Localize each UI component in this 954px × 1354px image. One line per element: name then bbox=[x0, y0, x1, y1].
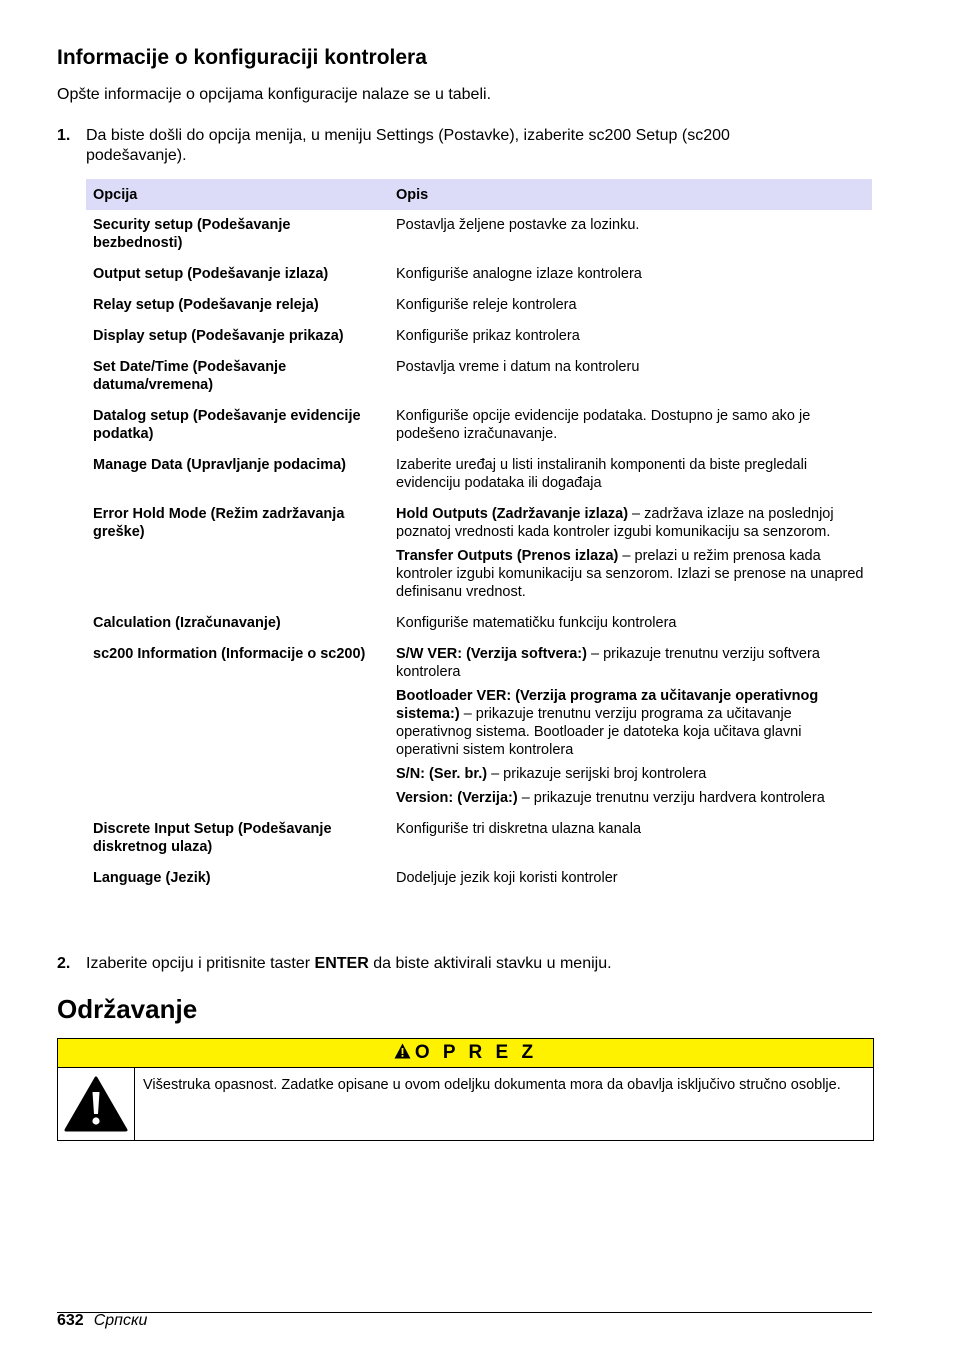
table-row bbox=[86, 814, 872, 863]
option-description bbox=[389, 450, 872, 499]
step-text bbox=[86, 954, 806, 974]
option-name: Output setup (Podešavanje izlaza) bbox=[93, 266, 329, 282]
caution-box bbox=[57, 1038, 874, 1141]
description-paragraph bbox=[396, 645, 865, 681]
intro-text: Opšte informacije o opcijama konfiguracije nalaze se u tabeli. bbox=[57, 86, 492, 103]
description-paragraph bbox=[396, 789, 865, 807]
option-description bbox=[389, 863, 872, 894]
description-text: – prikazuje trenutnu verziju hardvera kontrolera bbox=[517, 790, 825, 806]
table-row bbox=[86, 290, 872, 321]
option-name: sc200 Information (Informacije o sc200) bbox=[93, 646, 366, 662]
column-header-option: Opcija bbox=[86, 179, 389, 210]
table-row bbox=[86, 352, 872, 401]
description-term: S/N: (Ser. br.) bbox=[396, 766, 488, 782]
maintenance-title: Održavanje bbox=[57, 994, 198, 1024]
option-name: Manage Data (Upravljanje podacima) bbox=[93, 457, 347, 473]
table-row bbox=[86, 450, 872, 499]
description-text: – prikazuje serijski broj kontrolera bbox=[487, 766, 707, 782]
step-text-before: Izaberite opciju i pritisnite taster bbox=[86, 955, 315, 972]
description-text: – prikazuje trenutnu verziju softvera kontrolera bbox=[396, 646, 820, 680]
description-term: S/W VER: (Verzija softvera:) bbox=[396, 646, 587, 662]
option-name: Error Hold Mode (Režim zadržavanja greške) bbox=[93, 506, 345, 540]
option-description bbox=[389, 352, 872, 401]
description-paragraph bbox=[396, 765, 865, 783]
option-description bbox=[389, 210, 872, 259]
option-description bbox=[389, 608, 872, 639]
description-paragraph bbox=[396, 547, 865, 601]
column-header-description: Opis bbox=[389, 179, 872, 210]
option-description bbox=[389, 499, 872, 608]
table-row bbox=[86, 499, 872, 608]
table-row bbox=[86, 639, 872, 814]
footer-language: Српски bbox=[93, 1312, 148, 1329]
options-table bbox=[86, 179, 872, 894]
option-description bbox=[389, 321, 872, 352]
page-number: 632 bbox=[57, 1312, 84, 1329]
description-paragraph: Konfiguriše tri diskretna ulazna kanala bbox=[396, 821, 642, 837]
option-description bbox=[389, 814, 872, 863]
description-paragraph: Konfiguriše releje kontrolera bbox=[396, 297, 577, 313]
page-footer bbox=[57, 1312, 147, 1330]
table-row bbox=[86, 210, 872, 259]
option-name: Security setup (Podešavanje bezbednosti) bbox=[93, 217, 291, 251]
option-name: Datalog setup (Podešavanje evidencije podatka) bbox=[93, 408, 361, 442]
table-row bbox=[86, 321, 872, 352]
table-row bbox=[86, 401, 872, 450]
description-paragraph: Konfiguriše matematičku funkciju kontrolera bbox=[396, 615, 677, 631]
description-term: Transfer Outputs (Prenos izlaza) bbox=[396, 548, 619, 564]
description-paragraph: Dodeljuje jezik koji koristi kontroler bbox=[396, 870, 618, 886]
caution-icon-cell bbox=[58, 1068, 135, 1140]
caution-text: Višestruka opasnost. Zadatke opisane u ovom odeljku dokumenta mora da obavlja isključivo stručno osoblje. bbox=[143, 1077, 841, 1093]
description-term: Version: (Verzija:) bbox=[396, 790, 518, 806]
warning-icon bbox=[394, 1043, 411, 1059]
table-body bbox=[86, 210, 872, 894]
description-paragraph: Postavlja vreme i datum na kontroleru bbox=[396, 359, 640, 375]
description-paragraph bbox=[396, 687, 865, 759]
description-term: Bootloader VER: (Verzija programa za učitavanje operativnog sistema:) bbox=[396, 688, 819, 722]
step-text: Da biste došli do opcija menija, u meniju Settings (Postavke), izaberite sc200 Setup (sc200 podešavanje). bbox=[86, 127, 730, 164]
option-description bbox=[389, 401, 872, 450]
table-row bbox=[86, 259, 872, 290]
description-text: – prelazi u režim prenosa kada kontroler izgubi komunikaciju sa senzorom. Izlazi se prenose na unapred definisanu vrednost. bbox=[396, 548, 864, 600]
enter-key-label: ENTER bbox=[314, 955, 369, 972]
description-paragraph: Konfiguriše opcije evidencije podataka. Dostupno je samo ako je podešeno izračunavanje. bbox=[396, 408, 811, 442]
description-paragraph: Izaberite uređaj u listi instaliranih komponenti da biste pregledali evidenciju podataka ili događaja bbox=[396, 457, 808, 491]
footer-divider bbox=[57, 1312, 872, 1313]
option-name: Set Date/Time (Podešavanje datuma/vremena) bbox=[93, 359, 287, 393]
description-paragraph bbox=[396, 505, 865, 541]
step-number: 1. bbox=[57, 127, 71, 144]
option-name: Display setup (Podešavanje prikaza) bbox=[93, 328, 344, 344]
description-text: – zadržava izlaze na poslednjoj poznatoj vrednosti kada kontroler izgubi komunikaciju sa senzorom. bbox=[396, 506, 834, 540]
option-description bbox=[389, 290, 872, 321]
option-description bbox=[389, 259, 872, 290]
description-paragraph: Konfiguriše prikaz kontrolera bbox=[396, 328, 580, 344]
warning-triangle-icon bbox=[64, 1076, 128, 1132]
description-term: Hold Outputs (Zadržavanje izlaza) bbox=[396, 506, 629, 522]
description-paragraph: Postavlja željene postavke za lozinku. bbox=[396, 217, 640, 233]
description-text: – prikazuje trenutnu verziju programa za učitavanje operativnog sistema. Bootloader je datoteka koja učitava glavni operativni sistem kontrolera bbox=[396, 706, 802, 758]
description-paragraph: Konfiguriše analogne izlaze kontrolera bbox=[396, 266, 642, 282]
table-header-row bbox=[86, 179, 872, 210]
step-number: 2. bbox=[57, 955, 71, 972]
table-row bbox=[86, 863, 872, 894]
caution-header bbox=[58, 1039, 873, 1068]
caution-body bbox=[58, 1068, 873, 1140]
step-text-after: da biste aktivirali stavku u meniju. bbox=[368, 955, 612, 972]
option-name: Relay setup (Podešavanje releja) bbox=[93, 297, 319, 313]
option-name: Language (Jezik) bbox=[93, 870, 211, 886]
section-title: Informacije o konfiguraciji kontrolera bbox=[57, 46, 427, 69]
option-name: Calculation (Izračunavanje) bbox=[93, 615, 281, 631]
option-name: Discrete Input Setup (Podešavanje diskretnog ulaza) bbox=[93, 821, 332, 855]
caution-label: O P R E Z bbox=[414, 1042, 538, 1063]
table-row bbox=[86, 608, 872, 639]
option-description bbox=[389, 639, 872, 814]
